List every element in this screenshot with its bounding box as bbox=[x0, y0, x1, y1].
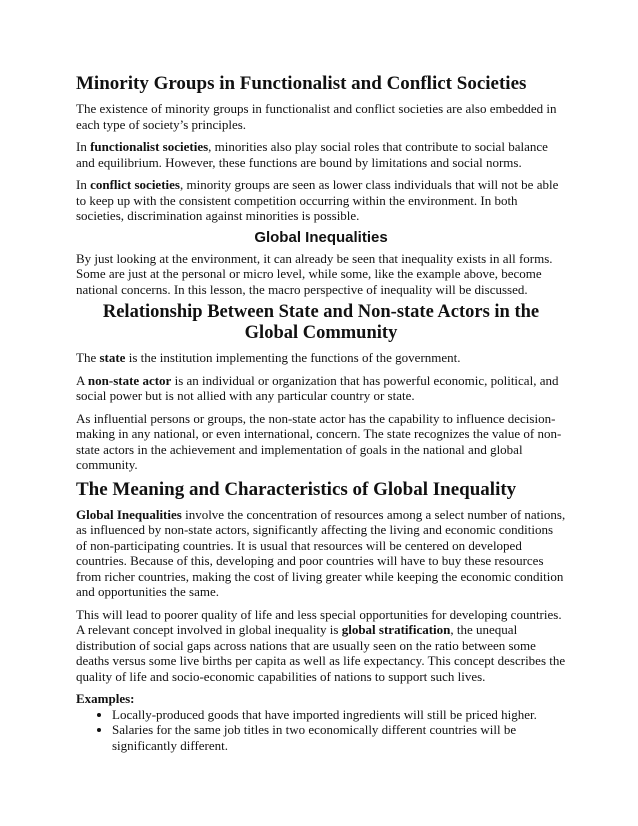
paragraph: The state is the institution implementing the functions of the government. bbox=[76, 350, 461, 365]
paragraph: In functionalist societies, minorities also play social roles that contribute to social balance and equilibrium. However, these functions are bound by limitations and social norms. bbox=[76, 139, 548, 170]
list-item: • Locally-produced goods that have imported ingredients will still be priced higher. bbox=[112, 707, 566, 723]
bold-term: conflict societies bbox=[90, 177, 180, 192]
bold-term: functionalist societies bbox=[90, 139, 209, 154]
section-title-global-inequalities: Global Inequalities bbox=[254, 228, 388, 246]
section-title-global-inequality-meaning: The Meaning and Characteristics of Global Inequality bbox=[76, 478, 517, 500]
paragraph: A non-state actor is an individual or organization that has powerful economic, political, and social power but is not allied with any particular country or state. bbox=[76, 372, 559, 403]
examples-list bbox=[76, 707, 566, 754]
paragraph: Global Inequalities involve the concentration of resources among a select number of nations, as influenced by non-state actors, significantly affecting the living and economic conditions of non-participating countries. It is usual that resources will be centered on developed countries. Because of this, developing and poor countries will have to buy these resources from richer countries, making the cost of living greater while keeping the economic condition and opportunities the same. bbox=[76, 506, 566, 599]
paragraph: By just looking at the environment, it can already be seen that inequality exists in all forms. Some are just at the personal or micro level, while some, like the example above, become national concerns. In this lesson, the macro perspective of inequality will be discussed. bbox=[76, 250, 553, 297]
document-page bbox=[76, 72, 566, 753]
paragraph: As influential persons or groups, the non-state actor has the capability to influence decision-making in any national, or even international, concern. The state recognizes the value of non-state actors in the achievement and implementation of goals in the national and global community. bbox=[76, 410, 562, 472]
paragraph: The existence of minority groups in functionalist and conflict societies are also embedded in each type of society’s principles. bbox=[76, 101, 557, 132]
paragraph: In conflict societies, minority groups are seen as lower class individuals that will not be able to keep up with the consistent competition occurring within the environment. In both societies, discrimination against minorities is possible. bbox=[76, 177, 559, 223]
bold-term: non-state actor bbox=[87, 372, 172, 388]
examples-label: Examples: bbox=[76, 691, 135, 706]
section-title-state-actors: Relationship Between State and Non-state Actors in the Global Community bbox=[102, 302, 540, 343]
list-item: • Salaries for the same job titles in two economically different countries will be significantly different. bbox=[112, 722, 566, 753]
bold-term: state bbox=[99, 350, 126, 365]
section-title-minority-groups: Minority Groups in Functionalist and Conflict Societies bbox=[76, 73, 527, 94]
bold-term: global stratification bbox=[341, 622, 451, 637]
paragraph: This will lead to poorer quality of life and less special opportunities for developing countries. A relevant concept involved in global inequality is global stratification, the unequal distribution of social gaps across nations that are usually seen on the ratio between some deaths versus some live births per capita as well as life expectancy. This concept describes the quality of life and socio-economic capabilities of nations to support such lives. bbox=[76, 606, 566, 684]
bold-term: Global Inequalities bbox=[76, 506, 182, 522]
